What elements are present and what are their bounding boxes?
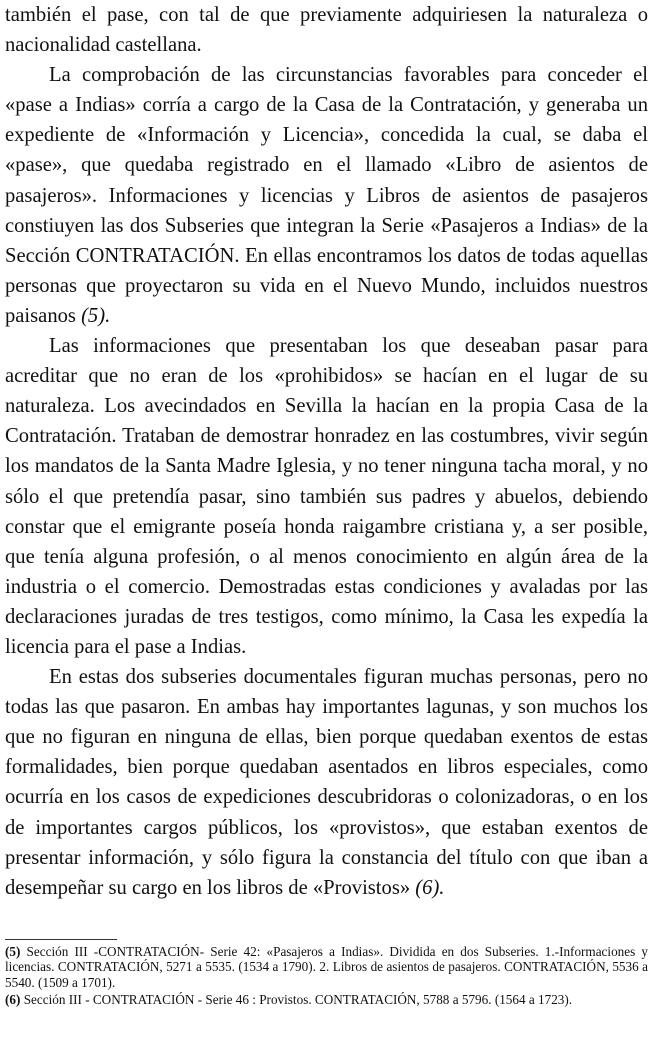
paragraph-text: Las informaciones que presentaban los que deseaban pasar para acreditar que no eran de los «prohibidos» se hacían en el lugar de su naturaleza. Los avecindados en Sevilla la hacían en la propia Casa de la Contratación. Trataban de demostrar honradez en las costumbres, vivir según los mandatos de la Santa Madre Iglesia, y no tener ninguna tacha moral, y no sólo el que pretendía pasar, sino también sus padres y abuelos, debiendo constar que el emigrante poseía honda raigambre cristiana y, a ser posible, que tenía alguna profesión, o al menos conocimiento en algún área de la industria o el comercio. Demostradas estas condiciones y avaladas por las declaraciones juradas de tres testigos, como mínimo, la Casa les expedía la licencia para el pase a Indias. xyxy=(5,335,648,658)
footnote xyxy=(5,992,648,1007)
paragraph xyxy=(5,331,648,662)
paragraph xyxy=(5,662,648,903)
page-content xyxy=(5,0,648,903)
paragraph xyxy=(5,60,648,331)
footnote-number: (5) xyxy=(5,944,21,959)
footnote-text: Sección III -CONTRATACIÓN- Serie 42: «Pasajeros a Indias». Dividida en dos Subseries. 1.-Informaciones y licencias. CONTRATACIÓN, 5271 a 5535. (1534 a 1790). 2. Libros de asientos de pasajeros. CONTRATACIÓN, 5536 a 5540. (1509 a 1701). xyxy=(5,944,648,990)
footnote-separator xyxy=(5,939,117,940)
footnotes xyxy=(5,944,648,1010)
footnote-number: (6) xyxy=(5,992,21,1008)
paragraph-text: En estas dos subseries documentales figuran muchas personas, pero no todas las que pasaron. En ambas hay importantes lagunas, y son muchos los que no figuran en ninguna de ellas, bien porque quedaban exentos de estas formalidades, bien porque quedaban asentados en libros especiales, como ocurría en los casos de expediciones descubridoras o colonizadoras, o en los de importantes cargos públicos, los «provistos», que estaban exentos de presentar información, y sólo figura la constancia del título con que iban a desempeñar su cargo en los libros de «Provistos» xyxy=(5,666,648,899)
footnote xyxy=(5,944,648,990)
paragraph-text: también el pase, con tal de que previamente adquiriesen la naturaleza o nacionalidad castellana. xyxy=(5,4,648,57)
footnote-reference: (5). xyxy=(81,304,111,327)
footnote-text: Sección III - CONTRATACIÓN - Serie 46 : Provistos. CONTRATACIÓN, 5788 a 5796. (1564 a 1723). xyxy=(20,992,573,1008)
paragraph-text: La comprobación de las circunstancias favorables para conceder el «pase a Indias» corría a cargo de la Casa de la Contratación, y generaba un expediente de «Información y Licencia», concedida la cual, se daba el «pase», que quedaba registrado en el llamado «Libro de asientos de pasajeros». Informaciones y licencias y Libros de asientos de pasajeros constiuyen las dos Subseries que integran la Serie «Pasajeros a Indias» de la Sección CONTRATACIÓN. En ellas encontramos los datos de todas aquellas personas que proyectaron su vida en el Nuevo Mundo, incluidos nuestros paisanos xyxy=(5,64,648,327)
paragraph xyxy=(5,0,648,60)
footnote-reference: (6). xyxy=(415,876,445,899)
body-text xyxy=(5,0,648,903)
